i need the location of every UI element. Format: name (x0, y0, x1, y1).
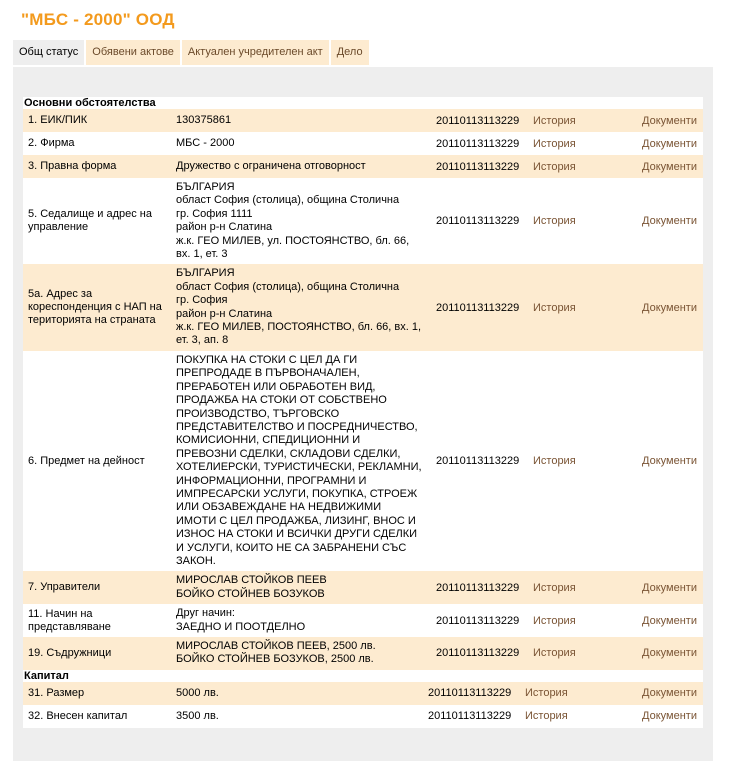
section-header-main-circumstances: Основни обстоятелства (23, 97, 703, 109)
tab-bar (13, 40, 371, 65)
row-label-line: територията на страната (28, 314, 156, 327)
row-label-line: представляване (28, 620, 111, 633)
row-timestamp: 20110113113229 (428, 710, 512, 723)
row-value (176, 604, 432, 637)
row-value (176, 178, 432, 264)
row-value-line: ХОТЕЛИЕРСКИ, ТУРИСТИЧЕСКИ, РЕКЛАМНИ, (176, 461, 422, 474)
row-value-line: 130375861 (176, 113, 232, 126)
row-value (176, 114, 432, 127)
row-timestamp: 20110113113229 (436, 301, 520, 314)
row-label (23, 205, 176, 237)
history-link[interactable]: История (533, 160, 576, 173)
table-row (23, 264, 703, 350)
row-label-line: 31. Размер (28, 686, 85, 699)
row-value-line: ЗАКОН. (176, 554, 216, 567)
row-value-line: област София (столица), община Столична (176, 280, 400, 293)
row-label (23, 578, 176, 597)
row-value-line: област София (столица), община Столична (176, 194, 400, 207)
tab-case[interactable]: Дело (331, 40, 369, 65)
row-value-line: ИМПРЕСАРСКИ УСЛУГИ, ПОКУПКА, СТРОЕЖ (176, 487, 418, 500)
row-value-line: ПРЕВОЗНИ СДЕЛКИ, СКЛАДОВИ СДЕЛКИ, (176, 447, 401, 460)
row-label-line: 32. Внесен капитал (28, 709, 128, 722)
row-label (23, 452, 176, 471)
row-timestamp: 20110113113229 (436, 455, 520, 468)
row-value-line: ИЗНОС НА СТОКИ И ВСИЧКИ ДРУГИ СДЕЛКИ (176, 528, 418, 541)
row-value (176, 637, 432, 670)
row-label-line: 6. Предмет на дейност (28, 454, 145, 467)
row-value-line: Друг начин: (176, 607, 235, 620)
row-value-line: И УСЛУГИ, КОИТО НЕ СА ЗАБРАНЕНИ СЪС (176, 541, 407, 554)
row-value-line: гр. София (176, 294, 228, 307)
documents-link[interactable]: Документи (642, 687, 697, 700)
row-value-line: БЪЛГАРИЯ (176, 181, 235, 193)
row-label (23, 644, 176, 663)
row-value-line: ПРЕПРОДАДЕ В ПЪРВОНАЧАЛЕН, (176, 367, 360, 380)
history-link[interactable]: История (533, 215, 576, 228)
row-value-line: ПРОДАЖБА НА СТОКИ ОТ СОБСТВЕНО (176, 394, 387, 407)
table-row (23, 132, 703, 155)
tab-general-status[interactable]: Общ статус (13, 40, 84, 65)
row-timestamp: 20110113113229 (436, 215, 520, 228)
history-link[interactable]: История (533, 647, 576, 660)
row-value-line: МИРОСЛАВ СТОЙКОВ ПЕЕВ, 2500 лв. (176, 640, 376, 652)
row-label-line: 2. Фирма (28, 137, 75, 149)
documents-link[interactable]: Документи (642, 137, 697, 150)
row-label (23, 160, 176, 173)
tab-current-founding-act[interactable]: Актуален учредителен акт (182, 40, 329, 65)
row-label-line: 7. Управители (28, 581, 101, 594)
documents-link[interactable]: Документи (642, 301, 697, 314)
row-value-line: 5000 лв. (176, 686, 219, 699)
documents-link[interactable]: Документи (642, 710, 697, 723)
row-label-line: управление (28, 221, 89, 234)
row-label (23, 114, 176, 127)
history-link[interactable]: История (533, 301, 576, 314)
row-timestamp: 20110113113229 (428, 687, 512, 700)
history-link[interactable]: История (533, 455, 576, 468)
row-value-line: ПРОИЗВОДСТВО, ТЪРГОВСКО (176, 407, 340, 420)
row-label-line: 5. Седалище и адрес на (28, 208, 152, 221)
history-link[interactable]: История (533, 614, 576, 627)
table-row (23, 109, 703, 132)
row-value (176, 571, 432, 604)
row-value-line: район р-н Слатина (176, 307, 273, 320)
documents-link[interactable]: Документи (642, 215, 697, 228)
table-row (23, 351, 703, 572)
table-row (23, 604, 703, 637)
row-label-line: кореспонденция с НАП на (28, 301, 162, 314)
row-value (176, 137, 432, 150)
row-label-line: 1. ЕИК/ПИК (28, 114, 88, 126)
row-value-line: МИРОСЛАВ СТОЙКОВ ПЕЕВ (176, 574, 327, 587)
row-label-line: 19. Съдружници (28, 646, 112, 659)
documents-link[interactable]: Документи (642, 455, 697, 468)
row-value-line: 3500 лв. (176, 709, 219, 722)
documents-link[interactable]: Документи (642, 160, 697, 173)
table-row (23, 571, 703, 604)
row-timestamp: 20110113113229 (436, 581, 520, 594)
row-value-line: вх. 1, ет. 3 (176, 248, 228, 261)
documents-link[interactable]: Документи (642, 614, 697, 627)
documents-link[interactable]: Документи (642, 581, 697, 594)
page-title: "МБС - 2000" ООД (21, 10, 175, 29)
row-label (23, 137, 176, 150)
row-value-line: КОМИСИОННИ, СПЕДИЦИОННИ И (176, 434, 361, 447)
table-row (23, 682, 703, 705)
row-value-line: ИНФОРМАЦИОННИ, ПРОГРАМНИ И (176, 474, 367, 487)
row-label (23, 605, 176, 637)
row-value-line: МБС - 2000 (176, 136, 235, 149)
row-value-line: ИМОТИ С ЦЕЛ ПРОДАЖБА, ЛИЗИНГ, ВНОС И (176, 514, 416, 527)
table-row (23, 155, 703, 178)
row-label-line: 5а. Адрес за (28, 288, 93, 301)
row-label (23, 687, 176, 700)
table-row (23, 637, 703, 670)
row-value-line: БЪЛГАРИЯ (176, 267, 235, 280)
row-value-line: ж.к. ГЕО МИЛЕВ, ул. ПОСТОЯНСТВО, бл. 66, (176, 234, 410, 247)
row-label (23, 710, 176, 723)
row-value-line: ЗАЕДНО И ПООТДЕЛНО (176, 620, 306, 633)
section-header-capital: Капитал (23, 670, 703, 682)
status-panel (13, 67, 713, 761)
table-row (23, 705, 703, 728)
row-value-line: ПОКУПКА НА СТОКИ С ЦЕЛ ДА ГИ (176, 353, 358, 366)
row-value (176, 351, 432, 572)
row-timestamp: 20110113113229 (436, 160, 520, 173)
row-value (176, 264, 432, 350)
documents-link[interactable]: Документи (642, 114, 697, 127)
history-link[interactable]: История (533, 581, 576, 594)
row-value-line: ет. 3, ап. 8 (176, 334, 229, 347)
row-value-line: гр. София 1111 (176, 207, 253, 220)
row-value (176, 687, 424, 700)
row-label-line: 11. Начин на (28, 607, 93, 620)
row-value-line: ПРЕДСТАВИТЕЛСТВО И ПОСРЕДНИЧЕСТВО, (176, 420, 418, 433)
documents-link[interactable]: Документи (642, 647, 697, 660)
row-value-line: БОЙКО СТОЙНЕВ БОЗУКОВ (176, 587, 325, 600)
row-timestamp: 20110113113229 (436, 137, 520, 150)
row-label-line: 3. Правна форма (28, 160, 117, 172)
row-value (176, 710, 424, 723)
row-value-line: ПРЕРАБОТЕН ИЛИ ОБРАБОТЕН ВИД, (176, 380, 376, 393)
circumstances-table (23, 97, 703, 728)
history-link[interactable]: История (525, 710, 568, 723)
tab-announced-acts[interactable]: Обявени актове (86, 40, 180, 65)
row-value-line: БОЙКО СТОЙНЕВ БОЗУКОВ, 2500 лв. (176, 653, 374, 666)
row-label (23, 285, 176, 330)
row-value-line: ж.к. ГЕО МИЛЕВ, ПОСТОЯНСТВО, бл. 66, вх. 1, (176, 321, 422, 334)
table-row (23, 178, 703, 264)
row-value-line: ИЛИ ОБЗАВЕЖДАНЕ НА НЕДВИЖИМИ (176, 501, 382, 514)
row-value-line: район р-н Слатина (176, 221, 273, 234)
row-timestamp: 20110113113229 (436, 114, 520, 127)
history-link[interactable]: История (525, 687, 568, 700)
row-value-line: Дружество с ограничена отговорност (176, 159, 366, 172)
row-value (176, 160, 432, 173)
history-link[interactable]: История (533, 137, 576, 150)
history-link[interactable]: История (533, 114, 576, 127)
row-timestamp: 20110113113229 (436, 647, 520, 660)
row-timestamp: 20110113113229 (436, 614, 520, 627)
